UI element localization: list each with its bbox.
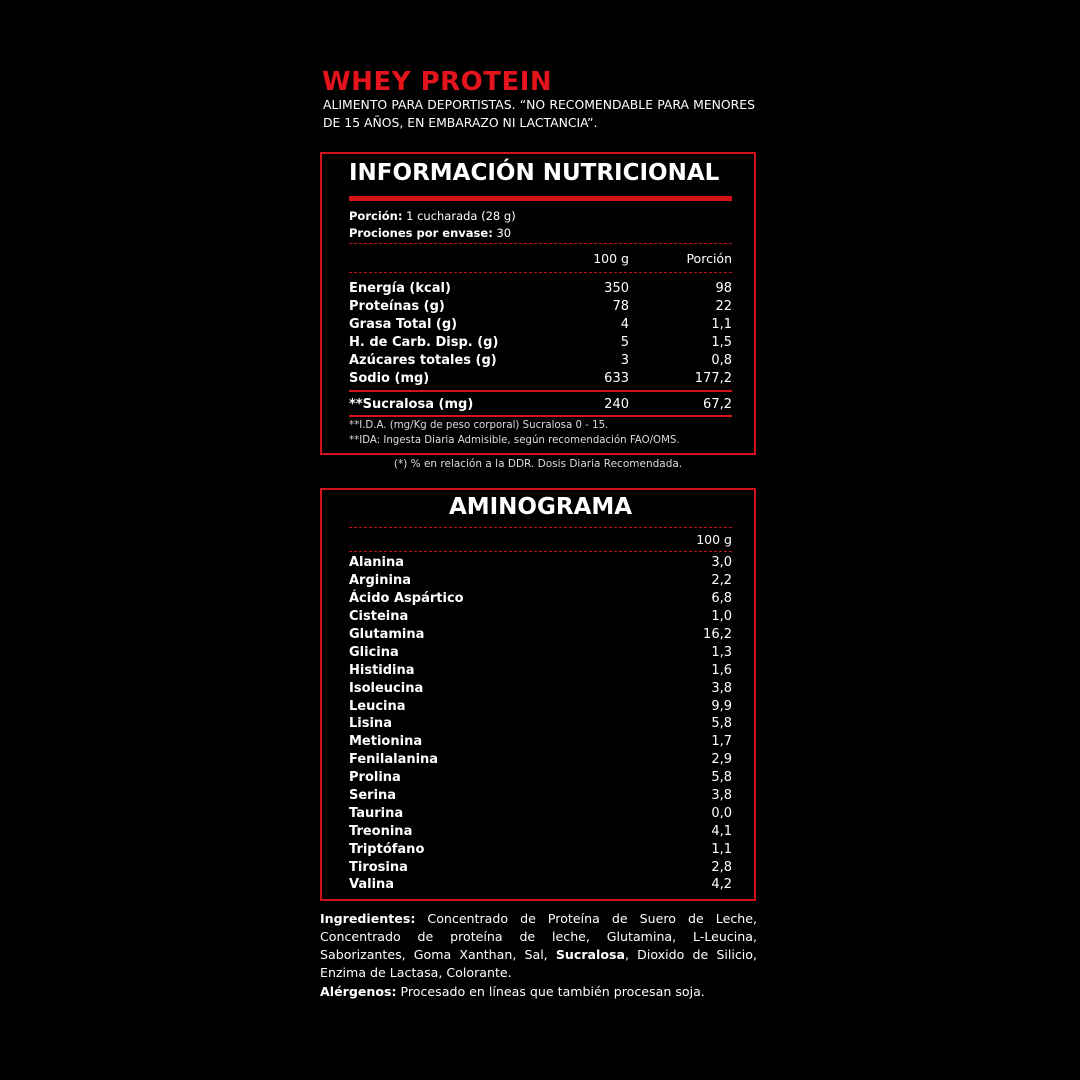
- nutrient-portion: 1,1: [711, 316, 732, 332]
- amino-row: [349, 679, 732, 697]
- amino-value: 2,9: [711, 752, 732, 768]
- amino-value: 3,8: [711, 788, 732, 804]
- aminogram-header: [349, 494, 732, 520]
- nutrient-name: Grasa Total (g): [349, 316, 458, 332]
- aminogram-panel: [320, 488, 756, 901]
- amino-value: 1,1: [711, 841, 732, 857]
- nutrition-notes: [349, 418, 732, 448]
- amino-value: 4,1: [711, 823, 732, 839]
- allergens-label: Alérgenos:: [320, 984, 397, 999]
- nutrient-name: H. de Carb. Disp. (g): [349, 334, 499, 350]
- amino-name: Valina: [349, 877, 395, 893]
- nutrient-per100: 350: [604, 280, 629, 296]
- ingredients-label: Ingredientes:: [320, 911, 416, 926]
- col-portion: Porción: [686, 250, 732, 266]
- amino-row: [349, 590, 732, 608]
- amino-value: 1,3: [711, 644, 732, 660]
- amino-row: [349, 787, 732, 805]
- amino-value: 0,0: [711, 805, 732, 821]
- amino-value: 16,2: [703, 627, 732, 642]
- nutrient-portion: 22: [715, 298, 732, 314]
- divider-red: [349, 390, 732, 392]
- amino-name: Treonina: [349, 823, 413, 839]
- nutrition-column-headers: [349, 249, 732, 267]
- amino-name: Fenilalanina: [349, 752, 439, 768]
- nutrient-per100: 633: [604, 370, 629, 386]
- nutrition-panel: [320, 152, 756, 455]
- aminogram-heading: AMINOGRAMA: [448, 494, 633, 520]
- amino-name: Serina: [349, 788, 397, 804]
- nutrient-per100: 4: [620, 316, 629, 332]
- amino-name: Prolina: [349, 770, 401, 786]
- aminogram-column-header: [349, 530, 732, 548]
- amino-name: Tirosina: [349, 859, 408, 875]
- serving-info: [349, 208, 732, 242]
- amino-value: 5,8: [711, 770, 732, 786]
- amino-row: [349, 608, 732, 626]
- nutrient-row: [349, 369, 732, 387]
- amino-value: 3,8: [711, 680, 732, 696]
- nutrient-portion: 67,2: [703, 396, 732, 412]
- amino-row: [349, 643, 732, 661]
- ddr-note: (*) % en relación a la DDR. Dosis Diaria Recomendada.: [393, 458, 683, 470]
- amino-row: [349, 733, 732, 751]
- divider: [349, 551, 732, 552]
- amino-value: 3,0: [711, 555, 732, 571]
- amino-row: [349, 554, 732, 572]
- amino-value: 5,8: [711, 716, 732, 732]
- nutrition-header: [349, 160, 732, 186]
- amino-name: Triptófano: [349, 841, 425, 857]
- divider: [349, 272, 732, 273]
- amino-name: Lisina: [349, 716, 392, 732]
- nutrient-row: [349, 351, 732, 369]
- amino-row: [349, 572, 732, 590]
- nutrient-name: **Sucralosa (mg): [349, 396, 474, 412]
- nutrient-row: [349, 315, 732, 333]
- amino-name: Glutamina: [349, 627, 425, 642]
- nutrition-heading: INFORMACIÓN NUTRICIONAL: [349, 160, 720, 186]
- amino-value: 9,9: [711, 698, 732, 714]
- amino-name: Arginina: [349, 573, 411, 589]
- amino-row: [349, 822, 732, 840]
- nutrient-name: Sodio (mg): [349, 370, 430, 386]
- nutrient-name: Proteínas (g): [349, 298, 445, 314]
- ida-definition-note: **IDA: Ingesta Diaria Admisible, según recomendación FAO/OMS.: [349, 435, 680, 446]
- serving-size: Porción: 1 cucharada (28 g): [349, 209, 516, 223]
- amino-value: 1,7: [711, 734, 732, 750]
- divider: [349, 243, 732, 244]
- amino-name: Histidina: [349, 662, 415, 678]
- amino-row: [349, 697, 732, 715]
- amino-row: [349, 751, 732, 769]
- amino-row: [349, 804, 732, 822]
- amino-value: 6,8: [711, 591, 732, 607]
- amino-name: Alanina: [349, 555, 405, 571]
- amino-name: Cisteina: [349, 609, 409, 625]
- nutrition-heading-bar: [349, 196, 732, 201]
- amino-name: Taurina: [349, 805, 404, 821]
- product-warning: ALIMENTO PARA DEPORTISTAS. “NO RECOMENDABLE PARA MENORES DE 15 AÑOS, EN EMBARAZO NI LACTANCIA”.: [323, 97, 755, 130]
- amino-row: [349, 626, 732, 644]
- nutrient-row: [349, 297, 732, 315]
- nutrient-portion: 98: [715, 280, 732, 296]
- amino-value: 4,2: [711, 877, 732, 893]
- nutrient-per100: 5: [620, 334, 629, 350]
- nutrient-row: [349, 279, 732, 297]
- nutrient-portion: 177,2: [694, 370, 732, 386]
- nutrition-rows: [349, 279, 732, 387]
- nutrient-per100: 78: [612, 298, 629, 314]
- nutrient-name: Azúcares totales (g): [349, 352, 497, 368]
- amino-row: [349, 661, 732, 679]
- amino-row: [349, 858, 732, 876]
- amino-name: Ácido Aspártico: [349, 591, 464, 607]
- amino-row: [349, 769, 732, 787]
- amino-value: 1,0: [711, 609, 732, 625]
- amino-value: 2,8: [711, 859, 732, 875]
- divider: [349, 527, 732, 528]
- amino-value: 1,6: [711, 662, 732, 678]
- amino-name: Isoleucina: [349, 680, 424, 696]
- amino-value: 2,2: [711, 573, 732, 589]
- amino-row: [349, 715, 732, 733]
- amino-name: Metionina: [349, 734, 423, 750]
- amino-row: [349, 840, 732, 858]
- col-100g: 100 g: [593, 250, 629, 266]
- sucralose-highlight: Sucralosa: [555, 947, 626, 962]
- amino-name: Glicina: [349, 644, 399, 660]
- nutrient-name: Energía (kcal): [349, 280, 451, 296]
- allergens-text: Alérgenos: Procesado en líneas que también procesan soja.: [320, 984, 705, 999]
- sucralose-row: [349, 395, 732, 413]
- ingredients-text: Ingredientes: Concentrado de Proteína de Suero de Leche, Concentrado de proteína de leche, Glutamina, L-Leucina, Saborizantes, Goma Xanthan, Sal, Sucralosa, Dioxido de Silicio, Enzima de Lactasa, Colorante.: [320, 911, 757, 980]
- ida-note: **I.D.A. (mg/Kg de peso corporal) Sucralosa 0 - 15.: [349, 420, 609, 431]
- servings-per-container: Prociones por envase: 30: [349, 226, 512, 240]
- amino-name: Leucina: [349, 698, 406, 714]
- nutrient-per100: 240: [604, 396, 629, 412]
- aminogram-rows: [349, 554, 732, 894]
- divider-red: [349, 415, 732, 417]
- amino-row: [349, 876, 732, 894]
- nutrient-portion: 1,5: [711, 334, 732, 350]
- col-100g: 100 g: [696, 531, 732, 547]
- nutrient-per100: 3: [620, 352, 629, 368]
- product-title: WHEY PROTEIN: [322, 67, 553, 97]
- nutrient-portion: 0,8: [711, 352, 732, 368]
- nutrient-row: [349, 333, 732, 351]
